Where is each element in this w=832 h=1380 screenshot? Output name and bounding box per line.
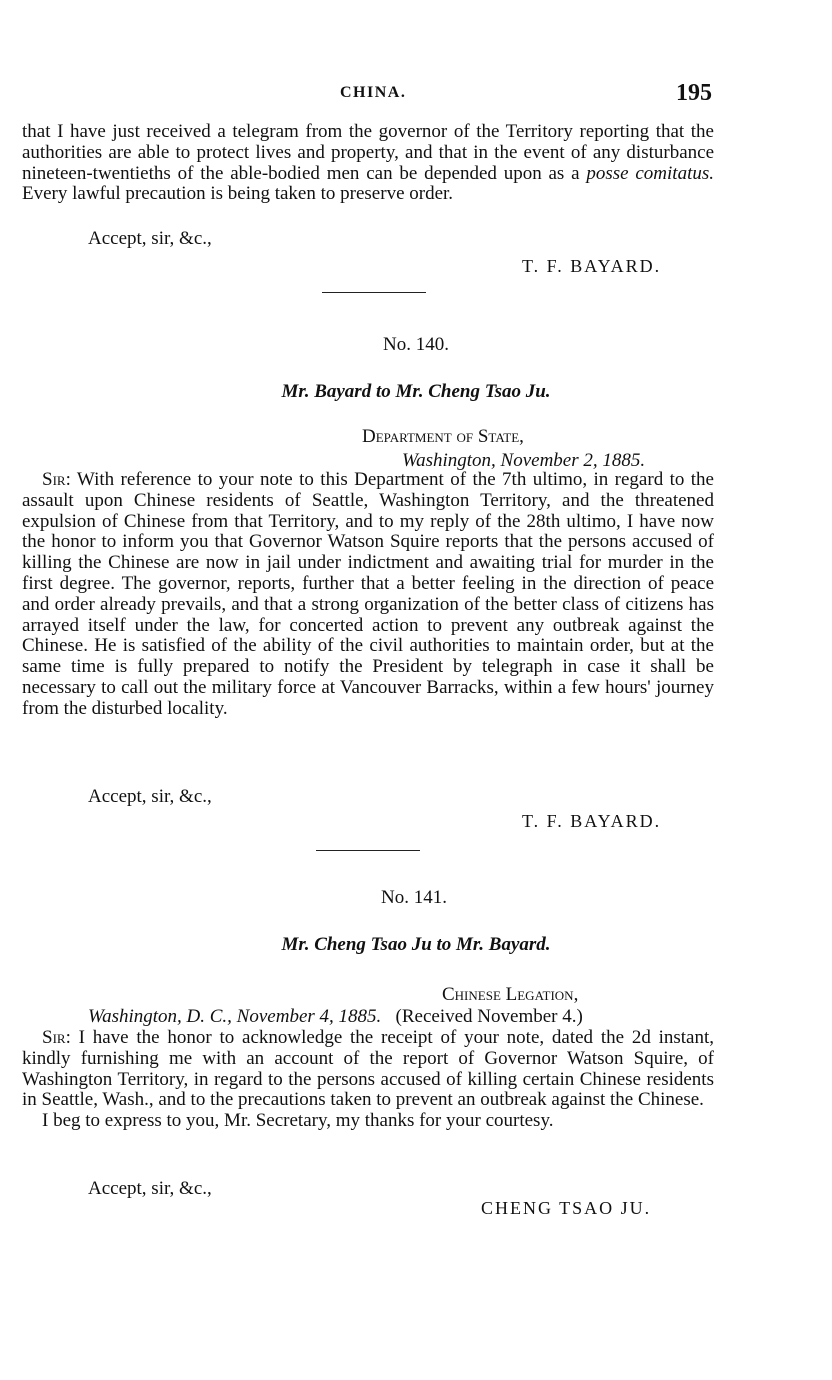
salutation-141: Sir: bbox=[42, 1027, 71, 1048]
letter-141-paragraph bbox=[22, 1028, 714, 1111]
letter-141-paragraph-2: I beg to express to you, Mr. Secretary, my thanks for your courtesy. bbox=[42, 1110, 554, 1132]
italic-phrase: posse comitatus. bbox=[586, 162, 714, 184]
salutation-140: Sir: bbox=[42, 469, 71, 490]
letter-141-body bbox=[22, 1028, 714, 1132]
place-date-140: Washington, November 2, 1885. bbox=[402, 450, 646, 471]
signature-1: T. F. BAYARD. bbox=[522, 256, 662, 276]
signature-140: T. F. BAYARD. bbox=[522, 811, 662, 831]
letter-140-body bbox=[22, 470, 714, 720]
doc-number-140: No. 140. bbox=[383, 334, 449, 355]
place-date-141: Washington, D. C., November 4, 1885. bbox=[88, 1006, 382, 1027]
continuation-text: that I have just received a telegram from the governor of the Territory reporting that the authorities are able to protect lives and property, and that in the event of any disturbance nineteen-twentieths of the able-bodied men can be depended upon as a bbox=[22, 121, 714, 184]
page-number: 195 bbox=[676, 80, 712, 106]
body-141: I have the honor to acknowledge the receipt of your note, dated the 2d instant, kindly furnishing me with an account of the report of Governor Watson Squire, of Washington Territory, in regard to the persons accused of killing certain Chinese residents in Seattle, Wash., and to the precautions taken to prevent an outbreak against the Chinese. bbox=[22, 1027, 715, 1111]
running-head: CHINA. bbox=[340, 84, 407, 101]
letter-140-paragraph bbox=[22, 470, 714, 720]
closing-141: Accept, sir, &c., bbox=[88, 1178, 212, 1199]
doc-title-141: Mr. Cheng Tsao Ju to Mr. Bayard. bbox=[281, 934, 551, 955]
continuation-paragraph bbox=[22, 122, 714, 205]
section-divider-1 bbox=[322, 292, 426, 293]
office-141: Chinese Legation, bbox=[442, 984, 579, 1005]
office-140: Department of State, bbox=[362, 426, 524, 447]
received-note-141: (Received November 4.) bbox=[395, 1006, 583, 1027]
section-divider-2 bbox=[316, 850, 420, 851]
place-date-141-row bbox=[88, 1006, 583, 1028]
letter-continuation bbox=[22, 122, 714, 205]
signature-141: CHENG TSAO JU. bbox=[481, 1198, 652, 1218]
body-140: With reference to your note to this Department of the 7th ultimo, in regard to the assault upon Chinese residents of Seattle, Washington Territory, and the threatened expulsion of Chinese from that Territory, and to my reply of the 28th ultimo, I have now the honor to inform you that Governor Watson Squire reports that the persons accused of killing the Chinese are now in jail under indictment and awaiting trial for murder in the first degree. The governor, reports, further that a better feeling in the direction of peace and order already prevails, and that a strong organization of the better class of citizens has arrayed itself under the law, for concerted action to prevent any outbreak against the Chinese. He is satisfied of the ability of the civil authorities to maintain order, but at the same time is fully prepared to notify the President by telegraph in case it shall be necessary to call out the military force at Vancouver Barracks, within a few hours' journey from the disturbed locality. bbox=[22, 469, 714, 719]
continuation-text-end: Every lawful precaution is being taken to preserve order. bbox=[22, 183, 454, 205]
closing-1: Accept, sir, &c., bbox=[88, 228, 212, 249]
doc-title-140: Mr. Bayard to Mr. Cheng Tsao Ju. bbox=[281, 381, 551, 402]
closing-140: Accept, sir, &c., bbox=[88, 786, 212, 807]
doc-number-141: No. 141. bbox=[381, 887, 447, 908]
page-header bbox=[0, 80, 832, 110]
